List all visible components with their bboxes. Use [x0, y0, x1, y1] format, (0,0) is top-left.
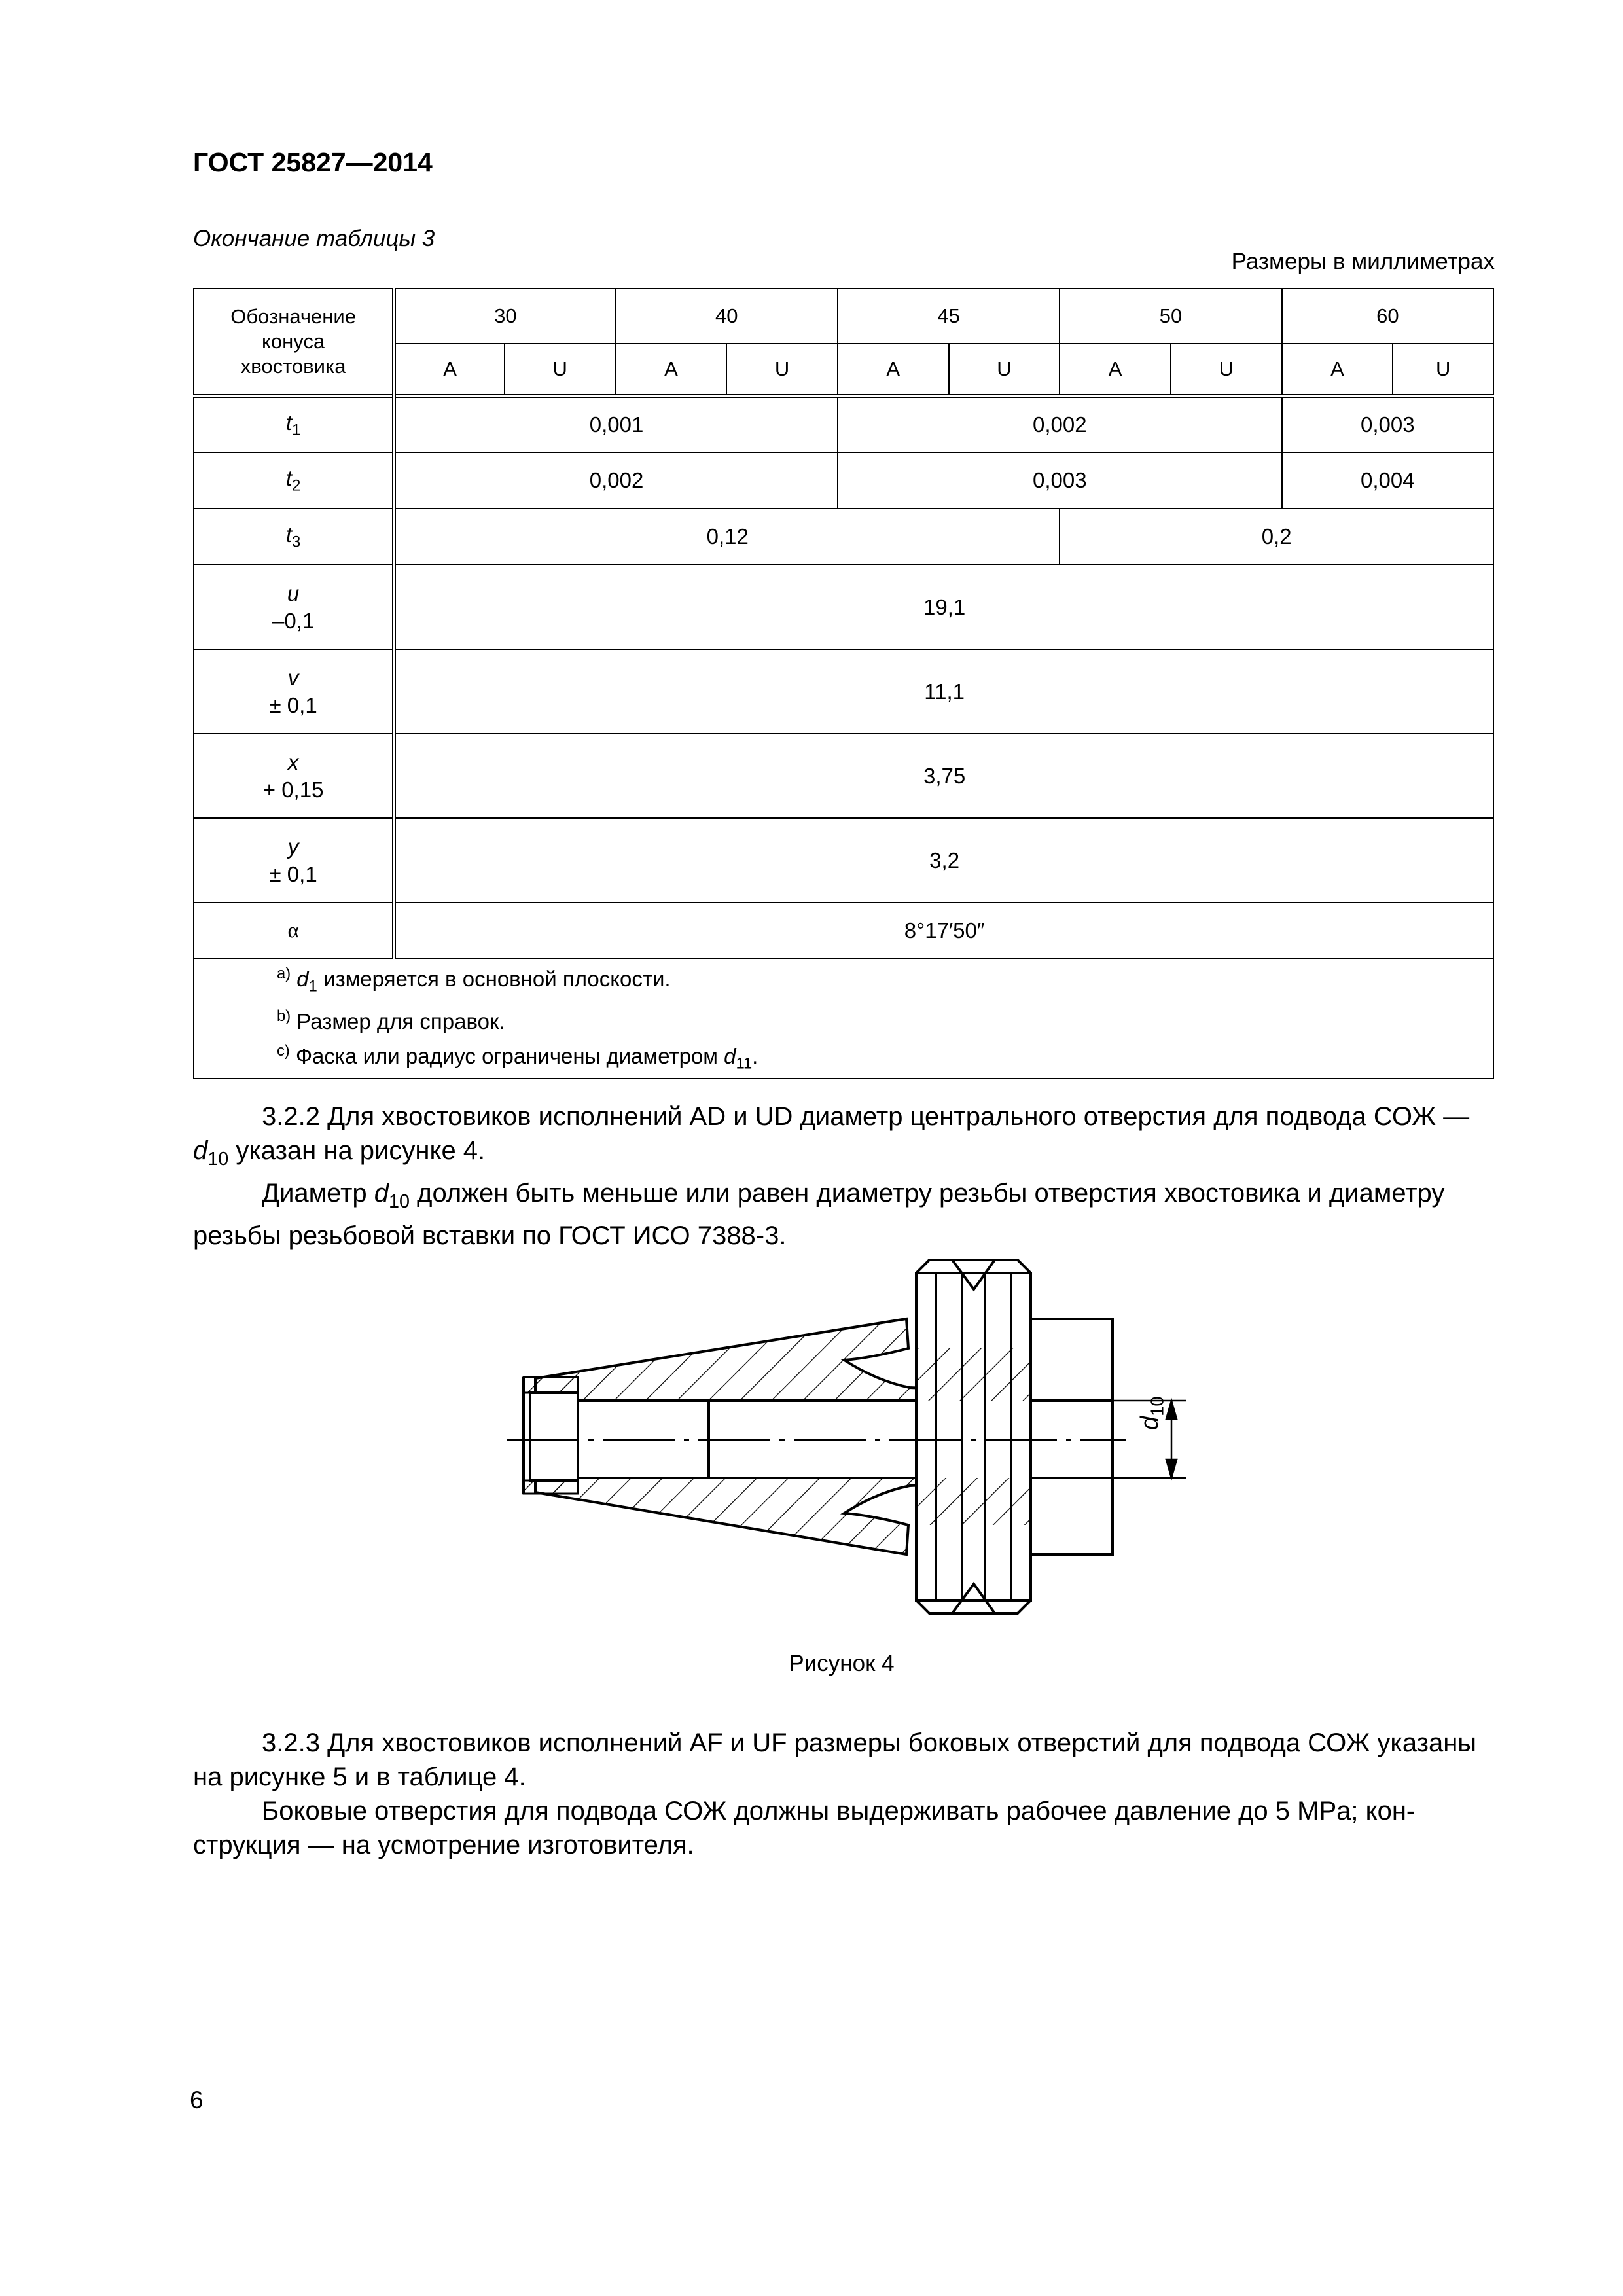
- flange-section: [916, 1348, 1031, 1401]
- footnote-mark: b): [277, 1007, 291, 1025]
- table-cell: 11,1: [394, 649, 1493, 734]
- symbol: t: [285, 465, 293, 490]
- symbol: d: [1136, 1416, 1164, 1430]
- variant-header: U: [726, 344, 838, 396]
- variant-header: A: [616, 344, 727, 396]
- figure-caption: Рисунок 4: [789, 1651, 895, 1676]
- front-chamfer: [524, 1377, 578, 1393]
- symbol: v: [287, 665, 299, 690]
- footnote-mark: c): [277, 1041, 290, 1060]
- paragraph-3-2-3: [193, 1726, 1495, 1862]
- symbol-subscript: 1: [308, 977, 317, 996]
- symbol-subscript: 10: [1147, 1396, 1168, 1416]
- symbol: t: [285, 522, 293, 547]
- text-line: Боковые отверстия для подвода СОЖ должны выдерживать рабочее давление до 5 MPa; кон-: [262, 1797, 1416, 1825]
- text-span: указан на рисунке 4.: [228, 1136, 486, 1165]
- text-line: струкция — на усмотрение изготовителя.: [193, 1831, 694, 1859]
- text-span: Диаметр: [262, 1179, 374, 1208]
- document-header: ГОСТ 25827—2014: [193, 147, 433, 177]
- symbol: t: [285, 410, 293, 435]
- variant-header: U: [1393, 344, 1493, 396]
- table-cell: 3,75: [394, 734, 1493, 818]
- flange-section: [916, 1478, 1031, 1525]
- symbol: d: [374, 1179, 389, 1208]
- flange: [916, 1260, 1031, 1613]
- text-line: на рисунке 5 и в таблице 4.: [193, 1763, 526, 1791]
- size-header: 50: [1060, 289, 1281, 344]
- text-line: 3.2.2 Для хвостовиков исполнений AD и UD диаметр центрального отверстия для подвода СОЖ —: [262, 1102, 1470, 1131]
- text-span: должен быть меньше или равен диаметру резьбы отверстия хвостовика и диаметру: [410, 1179, 1445, 1208]
- table-cell: 8°17′50″: [394, 903, 1493, 958]
- variant-header: A: [1282, 344, 1393, 396]
- symbol: d: [193, 1136, 208, 1165]
- counterbore: [530, 1393, 578, 1480]
- tolerance: + 0,15: [262, 777, 324, 802]
- symbol-subscript: 10: [207, 1149, 229, 1170]
- symbol: d: [724, 1043, 736, 1068]
- symbol-subscript: 1: [292, 421, 301, 439]
- symbol: α: [287, 919, 299, 942]
- footnote-text: Фаска или радиус ограничены диаметром: [289, 1043, 724, 1068]
- symbol-subscript: 11: [736, 1054, 753, 1073]
- table-cell: 0,12: [394, 509, 1060, 565]
- table-cell: 0,001: [394, 396, 838, 452]
- tolerance: ± 0,1: [269, 692, 317, 717]
- size-header: 30: [394, 289, 615, 344]
- footnote-text: Размер для справок.: [291, 1009, 505, 1033]
- symbol: d: [296, 967, 309, 991]
- variant-header: U: [505, 344, 616, 396]
- variant-header: U: [949, 344, 1060, 396]
- variant-header: A: [838, 344, 949, 396]
- footnote-mark: a): [277, 965, 291, 982]
- variant-header: U: [1171, 344, 1282, 396]
- table-cell: 0,002: [394, 452, 838, 509]
- size-header: 45: [838, 289, 1060, 344]
- text-line: 3.2.3 Для хвостовиков исполнений AF и UF размеры боковых отверстий для подвода СОЖ указаны: [262, 1729, 1477, 1757]
- symbol-subscript: 2: [292, 476, 301, 495]
- dimension-label: [1136, 1378, 1168, 1430]
- symbol-subscript: 10: [389, 1191, 410, 1212]
- table-cell: 0,003: [1282, 396, 1493, 452]
- table-cell: 0,2: [1060, 509, 1493, 565]
- tolerance: –0,1: [272, 608, 315, 633]
- symbol: x: [287, 749, 299, 774]
- table-caption: Окончание таблицы 3: [193, 226, 435, 251]
- text-line: резьбы резьбовой вставки по ГОСТ ИСО 7388-3.: [193, 1221, 787, 1250]
- rear-body: [1031, 1319, 1113, 1554]
- table-cell: 3,2: [394, 818, 1493, 903]
- footnote-text: .: [752, 1043, 758, 1068]
- front-chamfer: [524, 1480, 578, 1494]
- symbol-subscript: 3: [292, 533, 301, 551]
- table-units: Размеры в миллиметрах: [1231, 249, 1495, 274]
- variant-header: A: [394, 344, 505, 396]
- table-cell: 19,1: [394, 565, 1493, 649]
- symbol: y: [287, 834, 299, 859]
- footnote-text: измеряется в основной плоскости.: [317, 967, 671, 991]
- table-cell: 0,002: [838, 396, 1282, 452]
- table-cell: 0,004: [1282, 452, 1493, 509]
- tolerance: ± 0,1: [269, 861, 317, 886]
- size-header: 60: [1282, 289, 1493, 344]
- size-header: 40: [616, 289, 838, 344]
- symbol: u: [287, 581, 300, 605]
- corner-header: Обозначение конуса хвостовика: [194, 289, 394, 396]
- table-cell: 0,003: [838, 452, 1282, 509]
- variant-header: A: [1060, 344, 1171, 396]
- page-number: 6: [190, 2087, 204, 2113]
